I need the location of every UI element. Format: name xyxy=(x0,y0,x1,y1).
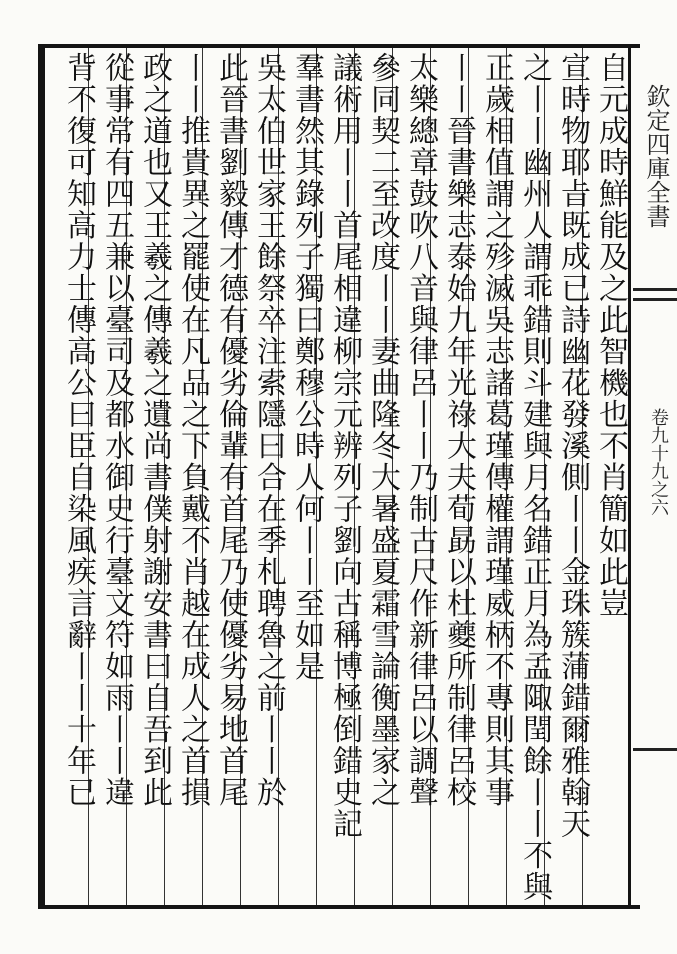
text-column-9: 羣書然其錄列子獨曰鄭穆公時人何丨丨至如是 xyxy=(289,52,324,682)
text-column-10: 吳太伯世家王餘祭卒注索隱曰合在季札聘魯之前丨丨於 xyxy=(251,52,286,808)
text-column-2: 宣時物耶㫖既成已詩幽花發溪側丨丨金珠簇蒲錯爾雅翰天 xyxy=(555,52,590,840)
text-column-15: 背不復可知高力士傳高公曰臣自染風疾言辭丨丨十年已 xyxy=(61,52,96,808)
text-column-11: 此晉書劉毅傳才德有優劣倫輩有首尾乃使優劣易地首尾 xyxy=(213,52,248,808)
text-column-7: 參同契二至改度丨丨妻曲隆冬大暑盛夏霜雪論衡墨家之 xyxy=(365,52,400,808)
text-column-3: 之丨丨幽州人謂乖錯則斗建與月名錯正月為孟陬閏餘丨丨不與 xyxy=(517,52,552,902)
text-column-8: 議術用丨丨首尾相違柳宗元辨列子劉向古稱博極倒錯史記 xyxy=(327,52,362,840)
fish-tail-mark xyxy=(633,288,677,291)
fish-tail-mark xyxy=(633,748,677,751)
text-column-12: 丨丨推貴異之罷使在凡品之下負戴不肖越在成人之首損 xyxy=(175,52,210,808)
frame-bottom-border xyxy=(40,905,640,909)
text-column-14: 從事常有四五兼以臺司及都水御史行臺文符如雨丨丨違 xyxy=(99,52,134,808)
frame-top-border xyxy=(40,44,640,48)
fish-tail-mark xyxy=(633,298,677,301)
frame-left-border xyxy=(38,44,45,909)
margin-strip xyxy=(633,48,677,905)
margin-volume-number: 卷九十九之六 xyxy=(648,408,669,516)
text-column-4: 正歲相值謂之殄滅吳志諸葛瑾傳權謂瑾威柄不專則其事 xyxy=(479,52,514,808)
text-column-1: 自元成時鮮能及之此智機也不肖簡如此豈 xyxy=(593,52,628,619)
text-column-13: 政之道也又王羲之傳羲之遺尚書僕射謝安書曰自吾到此 xyxy=(137,52,172,808)
margin-book-title: 欽定四庫全書 xyxy=(642,84,670,228)
text-column-6: 太樂總章鼓吹八音與律呂丨丨乃制古尺作新律呂以調聲 xyxy=(403,52,438,808)
text-column-5: 丨丨晉書樂志泰始九年光祿大夫荀勗以杜夔所制律呂校 xyxy=(441,52,476,808)
